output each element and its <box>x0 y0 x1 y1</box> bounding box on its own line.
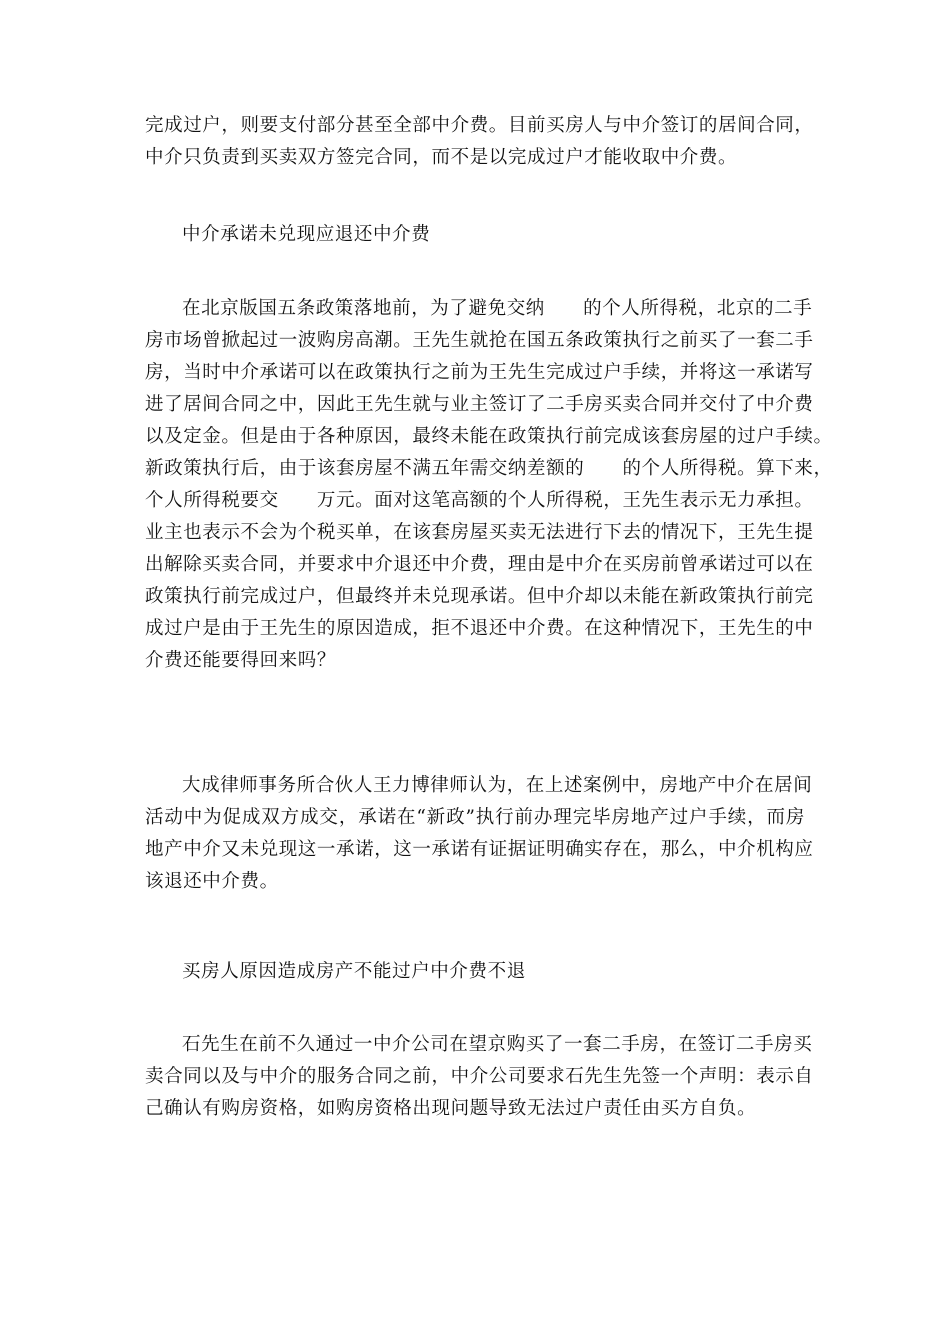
text-line: 进了居间合同之中，因此王先生就与业主签订了二手房买卖合同并交付了中介费 <box>145 394 814 415</box>
section-heading: 买房人原因造成房产不能过户中介费不退 <box>182 961 526 982</box>
text-line: 石先生在前不久通过一中介公司在望京购买了一套二手房，在签订二手房买 <box>182 1034 813 1055</box>
section-heading: 中介承诺未兑现应退还中介费 <box>182 224 431 245</box>
section-heading-2 <box>145 956 805 988</box>
text-line: 成过户是由于王先生的原因造成，拒不退还中介费。在这种情况下，王先生的中 <box>145 618 814 639</box>
text-line: 出解除买卖合同，并要求中介退还中介费，理由是中介在买房前曾承诺过可以在 <box>145 554 814 575</box>
text-line: 介费还能要得回来吗？ <box>145 650 337 671</box>
paragraph-4 <box>145 1029 814 1125</box>
paragraph-3 <box>145 770 814 898</box>
text-line: 以及定金。但是由于各种原因，最终未能在政策执行前完成该套房屋的过户手续。 <box>145 426 833 447</box>
text-line: 活动中为促成双方成交，承诺在“新政”执行前办理完毕房地产过户手续，而房 <box>145 807 805 828</box>
text-line: 在北京版国五条政策落地前，为了避免交纳 的个人所得税，北京的二手 <box>182 298 813 319</box>
text-line: 新政策执行后，由于该套房屋不满五年需交纳差额的 的个人所得税。算下来， <box>145 458 833 479</box>
text-line: 房市场曾掀起过一波购房高潮。王先生就抢在国五条政策执行之前买了一套二手 <box>145 330 814 351</box>
text-line: 该退还中介费。 <box>145 871 279 892</box>
text-line: 大成律师事务所合伙人王力博律师认为，在上述案例中，房地产中介在居间 <box>182 775 813 796</box>
paragraph-2 <box>145 293 833 677</box>
text-line: 业主也表示不会为个税买单，在该套房屋买卖无法进行下去的情况下，王先生提 <box>145 522 814 543</box>
paragraph-1 <box>145 110 814 174</box>
text-line: 卖合同以及与中介的服务合同之前，中介公司要求石先生先签一个声明：表示自 <box>145 1066 814 1087</box>
text-line: 个人所得税要交 万元。面对这笔高额的个人所得税，王先生表示无力承担。 <box>145 490 814 511</box>
text-line: 地产中介又未兑现这一承诺，这一承诺有证据证明确实存在，那么，中介机构应 <box>145 839 814 860</box>
text-line: 己确认有购房资格，如购房资格出现问题导致无法过户责任由买方自负。 <box>145 1098 757 1119</box>
text-line: 完成过户，则要支付部分甚至全部中介费。目前买房人与中介签订的居间合同， <box>145 115 814 136</box>
text-line: 房，当时中介承诺可以在政策执行之前为王先生完成过户手续，并将这一承诺写 <box>145 362 814 383</box>
text-line: 中介只负责到买卖双方签完合同，而不是以完成过户才能收取中介费。 <box>145 147 738 168</box>
section-heading-1 <box>145 219 805 251</box>
text-line: 政策执行前完成过户，但最终并未兑现承诺。但中介却以未能在新政策执行前完 <box>145 586 814 607</box>
